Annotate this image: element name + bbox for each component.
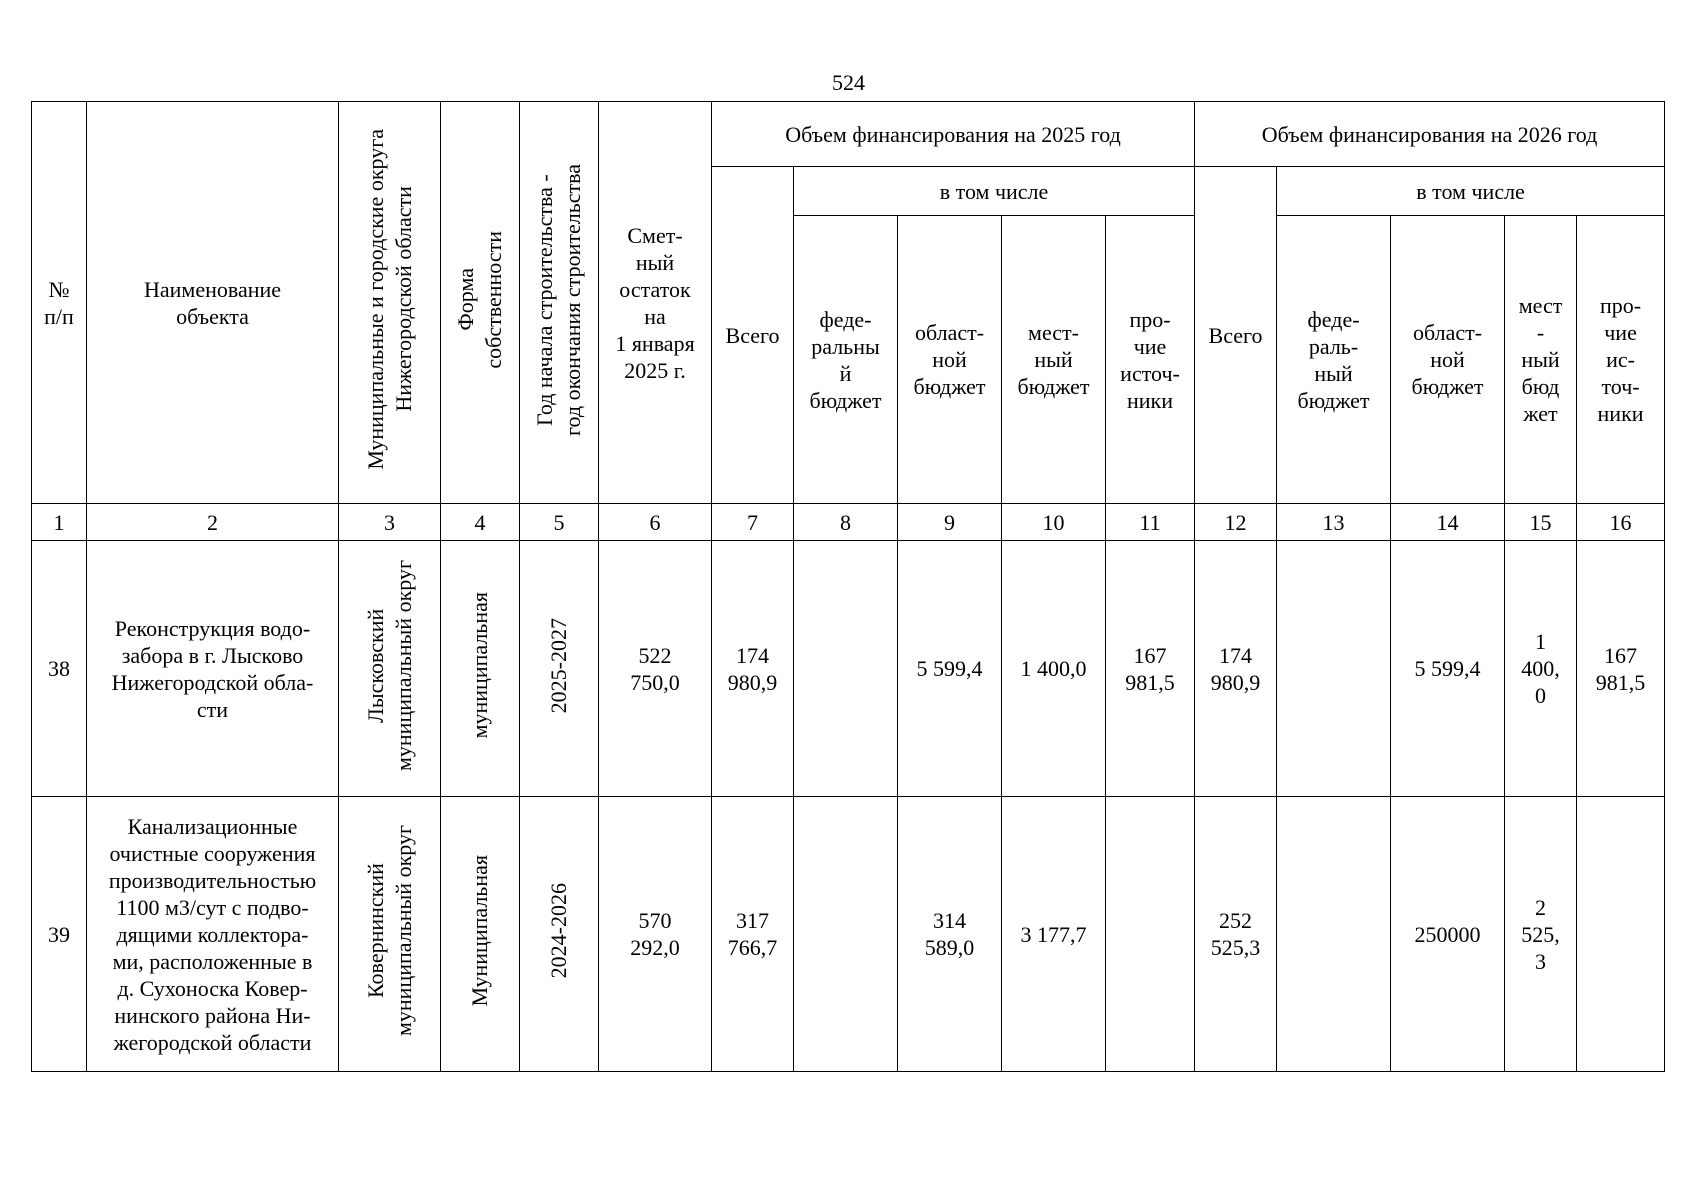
- row-name: Реконструкция водо- забора в г. Лысково Нижегородской обла- сти: [87, 541, 339, 797]
- row-total-2025: 317 766,7: [712, 797, 794, 1072]
- header-ownership: [441, 102, 520, 504]
- row-years: [520, 797, 599, 1072]
- header-funding-2025: Объем финансирования на 2025 год: [712, 102, 1195, 167]
- row-balance: 522 750,0: [599, 541, 712, 797]
- column-number: 8: [794, 504, 898, 541]
- row-federal-2025: [794, 797, 898, 1072]
- header-federal-2026: феде- раль- ный бюджет: [1277, 216, 1391, 504]
- column-number: 1: [32, 504, 87, 541]
- header-years: [520, 102, 599, 504]
- column-number: 15: [1505, 504, 1577, 541]
- row-total-2026: 252 525,3: [1195, 797, 1277, 1072]
- row-total-2025: 174 980,9: [712, 541, 794, 797]
- row-other-2025: [1106, 797, 1195, 1072]
- header-including-2026: в том числе: [1277, 167, 1665, 216]
- page-number: 524: [832, 70, 865, 95]
- column-number: 12: [1195, 504, 1277, 541]
- column-number: 4: [441, 504, 520, 541]
- row-other-2026: 167 981,5: [1577, 541, 1665, 797]
- row-ownership-text: муниципальная: [467, 592, 492, 739]
- row-num: 39: [32, 797, 87, 1072]
- row-total-2026: 174 980,9: [1195, 541, 1277, 797]
- column-number: 10: [1002, 504, 1106, 541]
- header-other-2026: про- чие ис- точ- ники: [1577, 216, 1665, 504]
- row-ownership: [441, 797, 520, 1072]
- header-including-2025: в том числе: [794, 167, 1195, 216]
- column-number: 3: [339, 504, 441, 541]
- header-ownership-text: Форма собственности: [453, 230, 506, 369]
- header-local-2026: мест - ный бюд жет: [1505, 216, 1577, 504]
- column-numbers-row: [32, 504, 1665, 541]
- header-row-1: [32, 102, 1665, 167]
- row-num: 38: [32, 541, 87, 797]
- header-balance: Смет- ный остаток на 1 января 2025 г.: [599, 102, 712, 504]
- column-number: 13: [1277, 504, 1391, 541]
- column-number: 16: [1577, 504, 1665, 541]
- table-row: [32, 541, 1665, 797]
- column-number: 7: [712, 504, 794, 541]
- row-balance: 570 292,0: [599, 797, 712, 1072]
- row-regional-2026: 250000: [1391, 797, 1505, 1072]
- row-federal-2026: [1277, 797, 1391, 1072]
- column-number: 9: [898, 504, 1002, 541]
- row-municipality-text: Лысковский муниципальный округ: [362, 559, 416, 771]
- row-municipality: [339, 797, 441, 1072]
- row-local-2025: 1 400,0: [1002, 541, 1106, 797]
- column-number: 11: [1106, 504, 1195, 541]
- column-number: 2: [87, 504, 339, 541]
- row-years-text: 2024-2026: [546, 883, 571, 979]
- row-municipality-text: Ковернинский муниципальный округ: [362, 825, 416, 1037]
- row-federal-2025: [794, 541, 898, 797]
- row-other-2026: [1577, 797, 1665, 1072]
- header-total-2025: Всего: [712, 167, 794, 504]
- row-regional-2026: 5 599,4: [1391, 541, 1505, 797]
- header-municipality-text: Муниципальные и городские округа Нижегородской области: [362, 129, 416, 470]
- header-name: Наименование объекта: [87, 102, 339, 504]
- row-other-2025: 167 981,5: [1106, 541, 1195, 797]
- row-name: Канализационные очистные сооружения производительностью 1100 м3/сут с подво- дящими коллектора- ми, расположенные в д. Сухоноска Ковер- нинского района Ни- жегородской области: [87, 797, 339, 1072]
- header-municipality: [339, 102, 441, 504]
- row-regional-2025: 5 599,4: [898, 541, 1002, 797]
- header-regional-2026: област- ной бюджет: [1391, 216, 1505, 504]
- financing-table: [31, 101, 1665, 1072]
- column-number: 14: [1391, 504, 1505, 541]
- row-ownership: [441, 541, 520, 797]
- header-other-2025: про- чие источ- ники: [1106, 216, 1195, 504]
- row-local-2026: 1 400, 0: [1505, 541, 1577, 797]
- header-federal-2025: феде- ральны й бюджет: [794, 216, 898, 504]
- header-regional-2025: област- ной бюджет: [898, 216, 1002, 504]
- row-regional-2025: 314 589,0: [898, 797, 1002, 1072]
- row-ownership-text: Муниципальная: [467, 855, 492, 1007]
- column-number: 6: [599, 504, 712, 541]
- row-years: [520, 541, 599, 797]
- row-local-2025: 3 177,7: [1002, 797, 1106, 1072]
- header-num: № п/п: [32, 102, 87, 504]
- header-total-2026: Всего: [1195, 167, 1277, 504]
- header-local-2025: мест- ный бюджет: [1002, 216, 1106, 504]
- row-local-2026: 2 525, 3: [1505, 797, 1577, 1072]
- table-row: [32, 797, 1665, 1072]
- column-number: 5: [520, 504, 599, 541]
- row-federal-2026: [1277, 541, 1391, 797]
- header-years-text: Год начала строительства - год окончания строительства: [532, 163, 585, 436]
- row-years-text: 2025-2027: [546, 617, 571, 714]
- row-municipality: [339, 541, 441, 797]
- header-funding-2026: Объем финансирования на 2026 год: [1195, 102, 1665, 167]
